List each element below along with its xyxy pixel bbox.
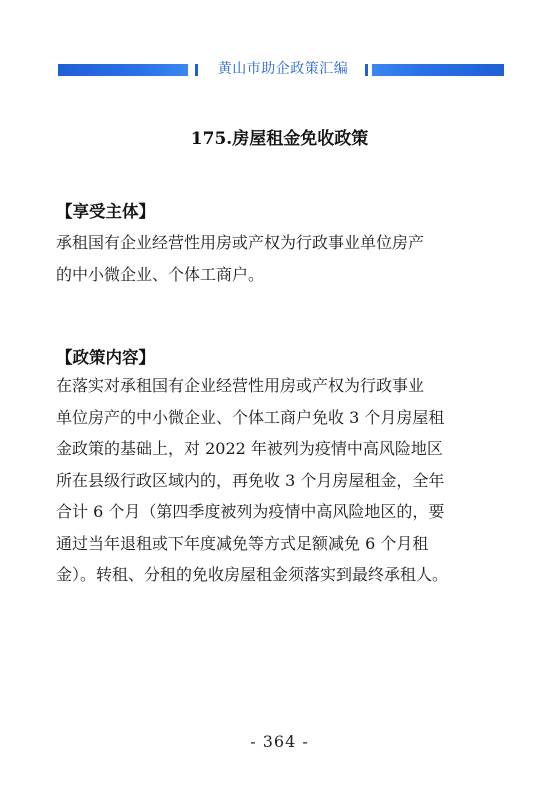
text-line: 的中小微企业、个体工商户。 (56, 264, 265, 284)
text-line: 金政策的基础上，对 2022 年被列为疫情中高风险地区 (56, 439, 443, 458)
document-title: 175.房屋租金免收政策 (190, 129, 369, 149)
text-line: 承租国有企业经营性用房或产权为行政事业单位房产 (56, 233, 425, 252)
text-line: 所在县级行政区域内的，再免收 3 个月房屋租金，全年 (56, 470, 445, 490)
page-number: - 364 - (250, 732, 309, 751)
header-band (58, 62, 504, 78)
header-bar-right (372, 64, 504, 76)
section-heading-policy: 【政策内容】 (56, 348, 155, 367)
header-tick-left (195, 64, 198, 76)
text-line: 通过当年退租或下年度减免等方式足额减免 6 个月租 (56, 533, 429, 553)
section-body-eligibility (56, 227, 506, 290)
header-bar-left (58, 64, 188, 76)
section-heading-eligibility: 【享受主体】 (56, 202, 155, 221)
header-title: 黄山市助企政策汇编 (217, 61, 349, 77)
text-line: 合计 6 个月（第四季度被列为疫情中高风险地区的，要 (56, 502, 445, 521)
text-line: 在落实对承租国有企业经营性用房或产权为行政事业 (56, 376, 425, 395)
section-body-policy (56, 370, 506, 591)
text-line: 金）。转租、分租的免收房屋租金须落实到最终承租人。 (56, 565, 449, 584)
text-line: 单位房产的中小微企业、个体工商户免收 3 个月房屋租 (56, 407, 445, 427)
header-tick-right (365, 64, 368, 76)
